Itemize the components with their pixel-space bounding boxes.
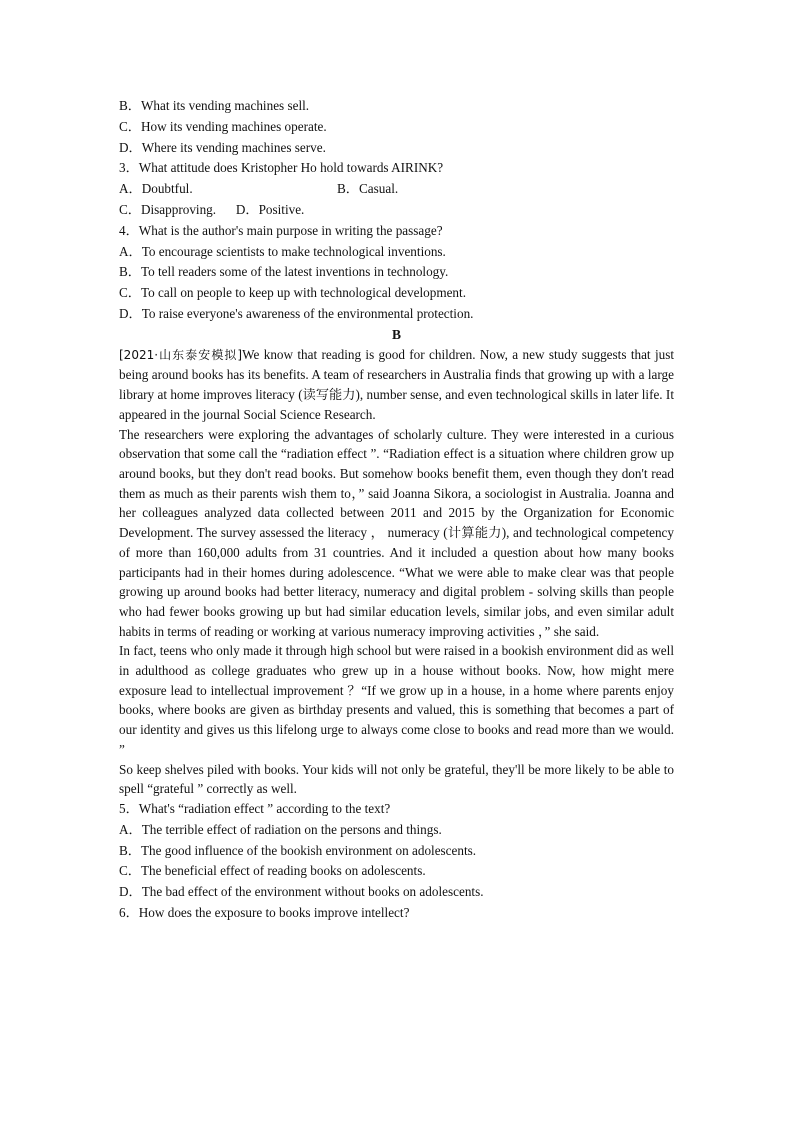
q5-option-b: B．The good influence of the bookish environment on adolescents. (119, 842, 477, 858)
q3-options-ab (119, 179, 674, 200)
q2-option-b: B．What its vending machines sell. (119, 98, 310, 113)
q4-option-c: C．To call on people to keep up with technological development. (119, 285, 466, 301)
q6-stem: 6．How does the exposure to books improve intellect? (119, 904, 410, 920)
q4-option-a: A．To encourage scientists to make technological inventions. (119, 243, 446, 259)
q5-option-d: D．The bad effect of the environment without books on adolescents. (119, 884, 484, 900)
q3-options-cd: C．Disapproving. D．Positive. (119, 201, 305, 217)
section-label: B (391, 326, 401, 342)
q4-option-d: D．To raise everyone's awareness of the environmental protection. (119, 305, 474, 321)
q2-option-d: D．Where its vending machines serve. (119, 139, 326, 155)
q4-stem: 4．What is the author's main purpose in writing the passage? (119, 222, 443, 238)
q5-option-a: A．The terrible effect of radiation on the persons and things. (119, 821, 442, 837)
passage-paragraph-2: The researchers were exploring the advantages of scholarly culture. They were interested in a curious observation that some call the “radiation effect ”. “Radiation effect is a situation where children grow up around books, but they don't read books. But somehow books benefit them, even though they don't read them as much as their parents wish them to，” said Joanna Sikora, a sociologist in Australia. Joanna and her colleagues analyzed data collected between 2011 and 2015 by the Organization for Economic Development. The survey assessed the literacy ， numeracy (计算能力), and technological competency of more than 160,000 adults from 31 countries. And it included a question about how many books participants had in their homes during adolescence. “What we were able to make clear was that people growing up around books had better literacy, numeracy and digital problem - solving skills than people who had fewer books growing up but had similar education levels, similar jobs, and even similar adult habits in terms of reading or working at various numeracy improving activities ，” she said. (119, 426, 674, 639)
q3-option-b: B．Casual. (337, 181, 399, 197)
q5-stem: 5．What's “radiation effect ” according to the text? (119, 800, 391, 816)
q4-option-b: B．To tell readers some of the latest inventions in technology. (119, 264, 449, 280)
paragraph-1-text: We know that reading is good for children. Now, a new study suggests that just being around books has its benefits. A team of researchers in Australia finds that growing up with a large library at home improves literacy (读写能力), number sense, and even technological skills in later life. It appeared in the journal Social Science Research. (119, 346, 674, 422)
passage-paragraph-3: In fact, teens who only made it through high school but were raised in a bookish environment did as well in adulthood as college graduates who grew up in a house without books. Now, how might mere exposure lead to intellectual improvement ？“If we grow up in a house, in a home where parents enjoy books, where books are given as birthday presents and valued, this is something that becomes a part of our identity and gives us this lifelong urge to always come close to books and read more than we would. ” (119, 643, 674, 757)
q2-option-c: C．How its vending machines operate. (119, 118, 327, 134)
q5-option-c: C．The beneficial effect of reading books on adolescents. (119, 863, 426, 879)
source-tag: [2021·山东泰安模拟] (119, 347, 243, 362)
passage-paragraph-4: So keep shelves piled with books. Your kids will not only be grateful, they'll be more likely to be able to spell “grateful ” correctly as well. (119, 761, 674, 797)
worksheet-page (119, 96, 674, 924)
q3-option-a: A．Doubtful. (119, 181, 193, 197)
q3-stem: 3．What attitude does Kristopher Ho hold towards AIRINK? (119, 160, 444, 176)
passage-paragraph-1 (119, 345, 674, 425)
